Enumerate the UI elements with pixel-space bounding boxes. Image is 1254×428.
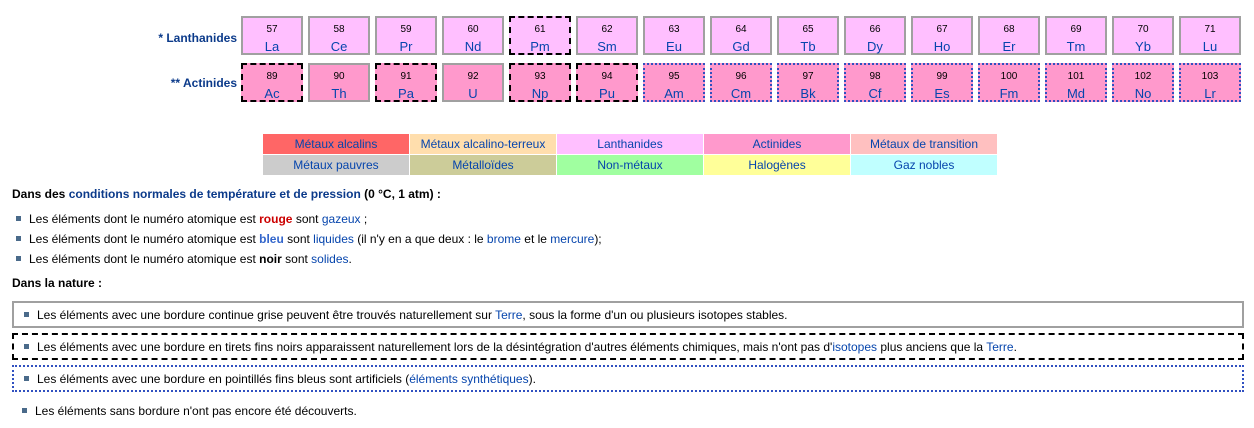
element-symbol-link[interactable]: Cf [868, 86, 882, 101]
atomic-number: 101 [1067, 71, 1085, 82]
element-cell-lr[interactable] [1179, 63, 1241, 102]
legend-item[interactable]: Gaz nobles [851, 155, 998, 176]
element-symbol-link[interactable]: No [1134, 86, 1152, 101]
element-symbol-link[interactable]: Ce [330, 39, 348, 54]
legend-item[interactable]: Métaux pauvres [263, 155, 410, 176]
atomic-number: 90 [333, 71, 345, 82]
category-legend [262, 133, 998, 176]
element-cell-tb[interactable] [777, 16, 839, 55]
atomic-number: 70 [1137, 24, 1149, 35]
liquid-link[interactable]: liquides [313, 232, 354, 246]
element-symbol-link[interactable]: Pr [399, 39, 413, 54]
element-cell-cm[interactable] [710, 63, 772, 102]
bullet-icon [16, 256, 21, 261]
element-symbol-link[interactable]: Tm [1066, 39, 1086, 54]
legend-item[interactable]: Métaux alcalino-terreux [410, 134, 557, 155]
element-cell-pu[interactable] [576, 63, 638, 102]
element-symbol-link[interactable]: La [264, 39, 280, 54]
nature-heading: Dans la nature : [12, 276, 103, 290]
legend-item[interactable]: Métalloïdes [410, 155, 557, 176]
lanthanides-label: * Lanthanides [158, 31, 237, 45]
element-symbol-link[interactable]: Bk [800, 86, 816, 101]
atomic-number: 96 [735, 71, 747, 82]
atomic-number: 68 [1003, 24, 1015, 35]
element-cell-ce[interactable] [308, 16, 370, 55]
atomic-number: 100 [1000, 71, 1018, 82]
atomic-number: 89 [266, 71, 278, 82]
atomic-number: 102 [1134, 71, 1152, 82]
atomic-number: 65 [802, 24, 814, 35]
element-cell-tm[interactable] [1045, 16, 1107, 55]
atomic-number: 58 [333, 24, 345, 35]
element-cell-no[interactable] [1112, 63, 1174, 102]
element-cell-es[interactable] [911, 63, 973, 102]
element-symbol-link[interactable]: Md [1066, 86, 1086, 101]
atomic-number: 66 [869, 24, 881, 35]
legend-item[interactable]: Métaux de transition [851, 134, 998, 155]
element-symbol-link[interactable]: Gd [732, 39, 750, 54]
element-symbol-link[interactable]: Es [934, 86, 950, 101]
bullet-icon [16, 236, 21, 241]
element-cell-ho[interactable] [911, 16, 973, 55]
legend-item[interactable]: Lanthanides [557, 134, 704, 155]
element-symbol-link[interactable]: Pm [530, 39, 550, 54]
element-cell-eu[interactable] [643, 16, 705, 55]
bullet-icon [24, 376, 29, 381]
atomic-number: 57 [266, 24, 278, 35]
atomic-number: 95 [668, 71, 680, 82]
bullet-icon [16, 216, 21, 221]
atomic-number: 61 [534, 24, 546, 35]
atomic-number: 99 [936, 71, 948, 82]
solid-link[interactable]: solides [311, 252, 349, 266]
element-cell-ac[interactable] [241, 63, 303, 102]
element-cell-er[interactable] [978, 16, 1040, 55]
element-cell-am[interactable] [643, 63, 705, 102]
element-symbol-link[interactable]: Tb [800, 39, 816, 54]
atomic-number: 64 [735, 24, 747, 35]
element-symbol-link[interactable]: Pu [599, 86, 615, 101]
element-cell-nd[interactable] [442, 16, 504, 55]
element-cell-pm[interactable] [509, 16, 571, 55]
element-cell-u[interactable] [442, 63, 504, 102]
atomic-number: 60 [467, 24, 479, 35]
atomic-number: 59 [400, 24, 412, 35]
atomic-number: 103 [1201, 71, 1219, 82]
element-cell-sm[interactable] [576, 16, 638, 55]
element-symbol-link[interactable]: Lu [1202, 39, 1218, 54]
conditions-heading: Dans des conditions normales de température et de pression (0 °C, 1 atm) : [12, 187, 441, 201]
element-symbol-link[interactable]: Sm [597, 39, 617, 54]
element-cell-bk[interactable] [777, 63, 839, 102]
earth-link[interactable]: Terre [495, 308, 523, 322]
bullet-icon [24, 344, 29, 349]
element-cell-th[interactable] [308, 63, 370, 102]
element-cell-cf[interactable] [844, 63, 906, 102]
bullet-icon [24, 312, 29, 317]
legend-item[interactable]: Halogènes [704, 155, 851, 176]
state-item-gas: Les éléments dont le numéro atomique est rouge sont gazeux ; [12, 212, 367, 227]
element-symbol-link[interactable]: Am [664, 86, 684, 101]
element-cell-np[interactable] [509, 63, 571, 102]
atomic-number: 71 [1204, 24, 1216, 35]
element-cell-pa[interactable] [375, 63, 437, 102]
atomic-number: 62 [601, 24, 613, 35]
isotopes-link[interactable]: isotopes [832, 340, 878, 354]
state-item-liquid: Les éléments dont le numéro atomique est bleu sont liquides (il n'y en a que deux : le brome et le mercure); [12, 232, 602, 247]
element-symbol-link[interactable]: Th [331, 86, 347, 101]
atomic-number: 93 [534, 71, 546, 82]
nature-box-decay: Les éléments avec une bordure en tirets fins noirs apparaissent naturellement lors de la désintégration d'autres éléments chimiques, mais n'ont pas d'isotopes plus anciens que la Terre. [12, 333, 1244, 360]
legend-item[interactable]: Actinides [704, 134, 851, 155]
conditions-link[interactable]: conditions normales de température et de pression [68, 187, 361, 201]
element-cell-gd[interactable] [710, 16, 772, 55]
legend-item[interactable]: Non-métaux [557, 155, 704, 176]
element-symbol-link[interactable]: Pa [398, 86, 414, 101]
element-cell-lu[interactable] [1179, 16, 1241, 55]
mercury-link[interactable]: mercure [550, 232, 595, 246]
element-cell-yb[interactable] [1112, 16, 1174, 55]
element-symbol-link[interactable]: Eu [666, 39, 682, 54]
nature-box-natural: Les éléments avec une bordure continue grise peuvent être trouvés naturellement sur Terre, sous la forme d'un ou plusieurs isotopes stables. [12, 301, 1244, 328]
bromine-link[interactable]: brome [486, 232, 521, 246]
element-symbol-link[interactable]: Dy [867, 39, 883, 54]
gas-link[interactable]: gazeux [321, 212, 361, 226]
element-symbol-link[interactable]: Fm [999, 86, 1019, 101]
state-item-solid: Les éléments dont le numéro atomique est noir sont solides. [12, 252, 352, 267]
element-symbol-link[interactable]: Ac [264, 86, 280, 101]
atomic-number: 94 [601, 71, 613, 82]
atomic-number: 69 [1070, 24, 1082, 35]
element-cell-dy[interactable] [844, 16, 906, 55]
element-symbol-link[interactable]: Er [1002, 39, 1016, 54]
actinides-label: ** Actinides [170, 76, 237, 90]
element-symbol-link[interactable]: U [468, 86, 478, 101]
element-symbol-link[interactable]: Lr [1204, 86, 1216, 101]
element-cell-fm[interactable] [978, 63, 1040, 102]
element-symbol-link[interactable]: Yb [1135, 39, 1151, 54]
atomic-number: 67 [936, 24, 948, 35]
synthetic-elements-link[interactable]: éléments synthétiques [409, 372, 529, 386]
element-cell-la[interactable] [241, 16, 303, 55]
element-symbol-link[interactable]: Ho [933, 39, 951, 54]
legend-item[interactable]: Métaux alcalins [263, 134, 410, 155]
element-symbol-link[interactable]: Nd [464, 39, 482, 54]
nature-box-synthetic: Les éléments avec une bordure en pointillés fins bleus sont artificiels (éléments synthétiques). [12, 365, 1244, 392]
bullet-icon [22, 408, 27, 413]
element-symbol-link[interactable]: Np [531, 86, 549, 101]
atomic-number: 92 [467, 71, 479, 82]
element-symbol-link[interactable]: Cm [730, 86, 752, 101]
atomic-number: 63 [668, 24, 680, 35]
atomic-number: 97 [802, 71, 814, 82]
earth-link-2[interactable]: Terre [986, 340, 1014, 354]
element-cell-pr[interactable] [375, 16, 437, 55]
element-cell-md[interactable] [1045, 63, 1107, 102]
atomic-number: 91 [400, 71, 412, 82]
atomic-number: 98 [869, 71, 881, 82]
nature-item-undiscovered: Les éléments sans bordure n'ont pas encore été découverts. [18, 404, 357, 419]
